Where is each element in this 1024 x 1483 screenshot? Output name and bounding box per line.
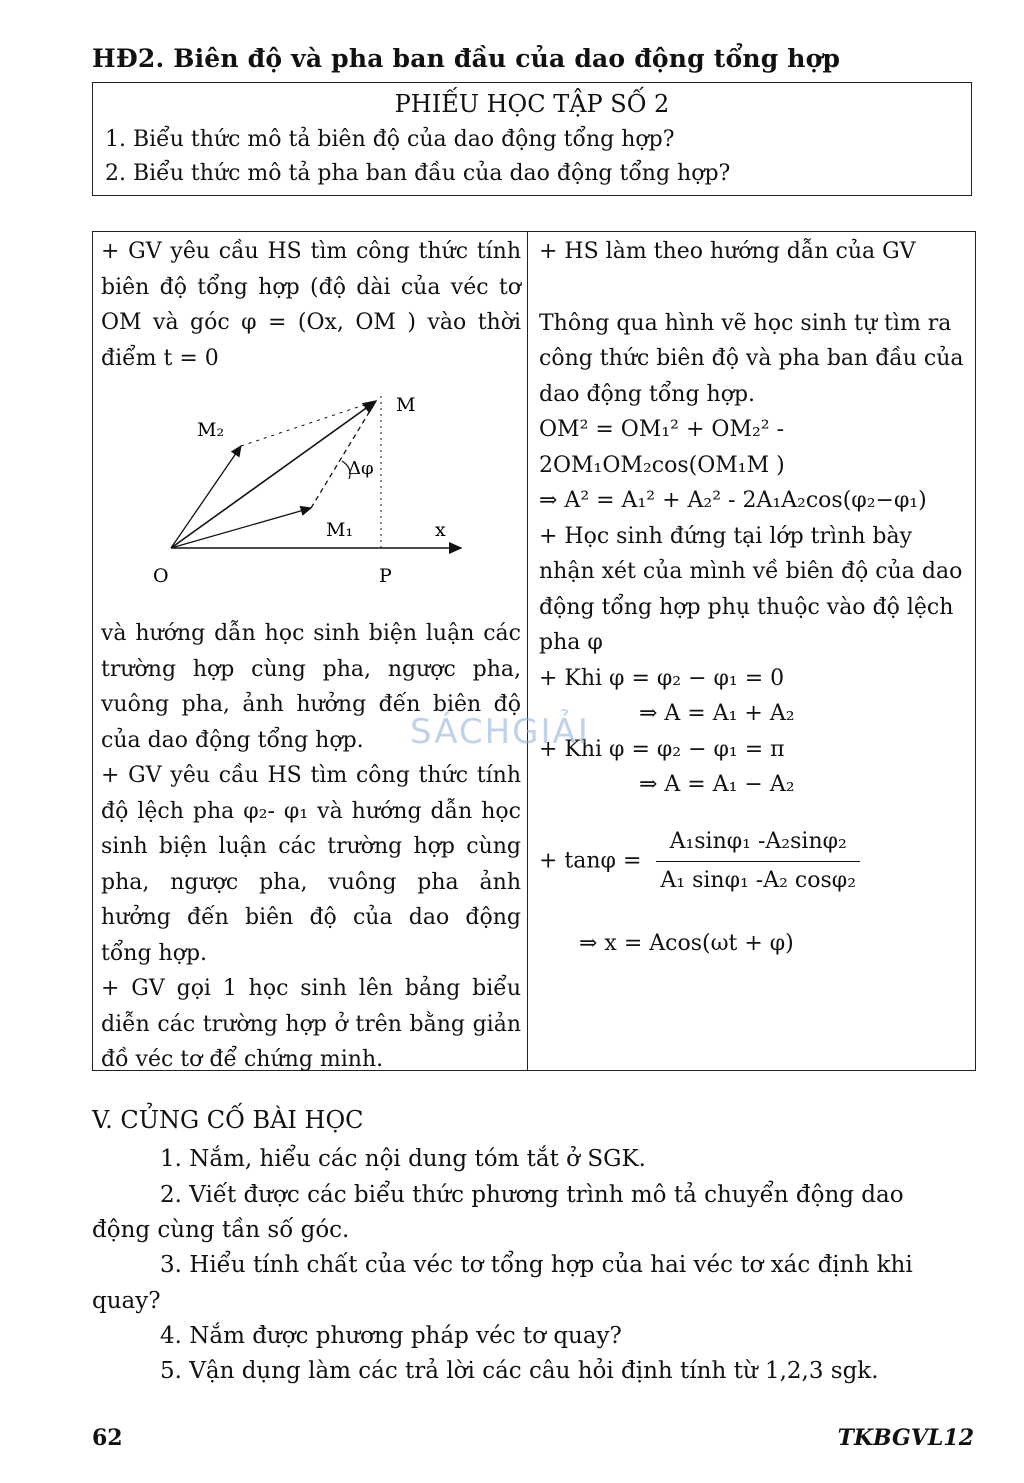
page-number: 62 [92,1425,123,1451]
vector-diagram [101,376,521,616]
tan-numerator: A₁sinφ₁ -A₂sinφ₂ [656,825,860,862]
case-anti-phase-result: ⇒ A = A₁ − A₂ [639,772,795,797]
book-code: TKBGVL12 [837,1425,974,1451]
case-anti-phase: + Khi φ = φ₂ − φ₁ = π [539,736,785,762]
tan-formula [539,825,969,898]
teacher-step-1: + GV yêu cầu HS tìm công thức tính biên độ tổng hợp (độ dài của véc tơ OM và góc φ = (Ox, OM ) vào thời điểm t = 0 [101,239,521,371]
review-item-2: 2. Viết được các biểu thức phương trình mô tả chuyển động dao [160,1182,904,1208]
student-column [539,234,969,961]
label-dphi: Δφ [348,458,374,479]
tan-denominator: A₁ sinφ₁ -A₂ cosφ₂ [660,867,857,893]
teacher-step-4: + GV gọi 1 học sinh lên bảng biểu diễn các trường hợp ở trên bằng giản đồ véc tơ để chứng minh. [101,976,521,1072]
equation-om-squared: OM² = OM₁² + OM₂² - [539,417,785,442]
worksheet-title: PHIẾU HỌC TẬP SỐ 2 [394,90,670,118]
worksheet-question-2: 2. Biểu thức mô tả pha ban đầu của dao động tổng hợp? [105,161,731,186]
vector-om2 [171,446,241,548]
worksheet-box [92,82,972,196]
case-in-phase: + Khi φ = φ₂ − φ₁ = 0 [539,665,785,691]
label-m: M [396,394,416,416]
tan-fraction [656,825,860,898]
review-item-1: 1. Nắm, hiểu các nội dung tóm tắt ở SGK. [160,1146,646,1172]
review-item-3-cont: quay? [92,1288,161,1314]
m1-m-line [311,401,376,508]
watermark: SÁCHGIẢI [410,712,590,752]
label-o: O [153,565,169,587]
equation-amplitude: ⇒ A² = A₁² + A₂² - 2A₁A₂cos(φ₂−φ₁) [539,488,927,513]
student-step-3: + Học sinh đứng tại lớp trình bày nhận xét của mình về biên độ của dao động tổng hợp phụ thuộc vào độ lệch pha φ [539,523,963,655]
equation-cos-term: 2OM₁OM₂cos(OM₁M ) [539,452,785,478]
case-in-phase-result: ⇒ A = A₁ + A₂ [639,701,795,726]
student-step-1: + HS làm theo hướng dẫn của GV [539,239,916,264]
review-item-3: 3. Hiểu tính chất của véc tơ tổng hợp của hai véc tơ xác định khi [160,1252,913,1278]
review-item-4: 4. Nắm được phương pháp véc tơ quay? [160,1323,622,1349]
label-p: P [379,565,392,587]
section-heading: HĐ2. Biên độ và pha ban đầu của dao động tổng hợp [92,44,841,73]
teacher-column [101,234,521,1078]
review-item-2-cont: động cùng tần số góc. [92,1217,350,1243]
m2-m-line [241,401,376,446]
tan-lhs: + tanφ = [539,848,642,873]
teacher-step-3: + GV yêu cầu HS tìm công thức tính độ lệch pha φ₂- φ₁ và hướng dẫn học sinh biện luận các trường hợp cùng pha, ngược pha, vuông pha ảnh hưởng đến biên độ của dao động tổng hợp. [101,763,521,966]
activity-table [92,231,976,1071]
label-x: x [435,519,446,541]
label-m1: M₁ [326,519,354,541]
vector-diagram-svg [101,376,521,616]
review-item-5: 5. Vận dụng làm các trả lời các câu hỏi định tính từ 1,2,3 sgk. [160,1358,879,1384]
column-divider [527,232,528,1070]
student-step-2: Thông qua hình vẽ học sinh tự tìm ra công thức biên độ và pha ban đầu của dao động tổng hợp. [539,310,964,407]
label-m2: M₂ [197,419,225,441]
vector-om1 [171,508,311,548]
teacher-step-2: và hướng dẫn học sinh biện luận các trường hợp cùng pha, ngược pha, vuông pha, ảnh hưởng đến biên độ của dao động tổng hợp. [101,621,521,753]
x-result: ⇒ x = Acos(ωt + φ) [579,930,794,956]
section-title: V. CỦNG CỐ BÀI HỌC [92,1106,364,1134]
worksheet-question-1: 1. Biểu thức mô tả biên độ của dao động tổng hợp? [105,127,675,152]
